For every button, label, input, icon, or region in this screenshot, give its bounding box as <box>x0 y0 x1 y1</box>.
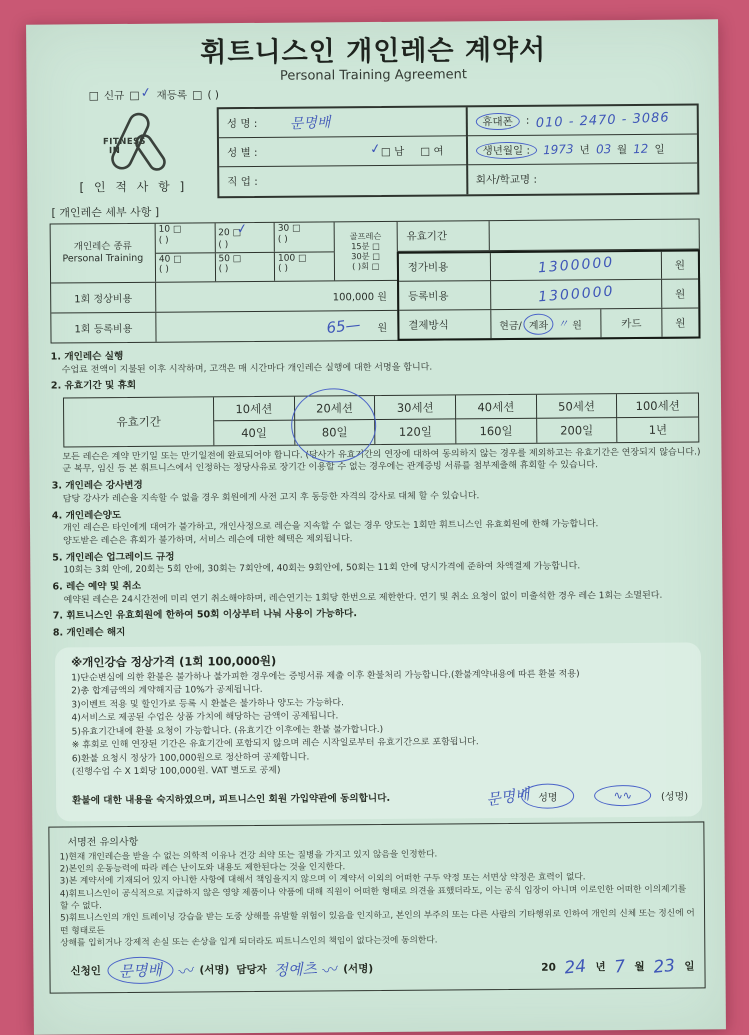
lesson-detail-table <box>50 218 701 343</box>
term-1-heading: 1. 개인레슨 실행 <box>50 351 124 363</box>
notice-item-2: 2)본인의 운동능력에 따라 레슨 난이도와 내용도 제한된다는 것을 인지한다. <box>59 862 346 875</box>
term-3-heading: 3. 개인레슨 강사변경 <box>51 480 143 492</box>
term-3-text: 담당 강사가 레슨을 지속할 수 없을 경우 회원에게 사전 고지 후 동등한 자격의 강사로 대체 할 수 있습니다. <box>62 491 480 505</box>
refund-item-4: 4)서비스로 제공된 수업은 상품 가치에 해당하는 금액이 공제됩니다. <box>71 711 339 724</box>
term-7-heading: 7. 휘트니스인 유효회원에 한하여 50회 이상부터 나눠 사용이 가능하다. <box>52 608 357 623</box>
list-price-row <box>399 251 698 282</box>
reg-fee-label: 1회 등록비용 <box>51 313 156 343</box>
refund-item-2: 2)총 합계금액의 계약해지금 10%가 공제됩니다. <box>71 685 263 697</box>
days-1year: 1년 <box>648 423 668 438</box>
days-80: 80일 <box>295 420 376 444</box>
list-price-handwriting: 1300000 <box>537 254 615 277</box>
refund-policy-box <box>55 642 702 821</box>
option-30: 30 □ ( ) <box>275 222 335 251</box>
notice-item-3: 3)본 계약서에 기재되어 있지 아니한 사항에 대해서 책임을지지 않으며 이 계약서 이외의 어떠한 구두 약정 또는 서면상 약정은 효력이 없다. <box>59 872 586 887</box>
day-suffix: 일 <box>654 143 665 156</box>
sessions-30: 30세션 <box>375 395 456 420</box>
birth-day-handwriting: 12 <box>632 141 649 157</box>
validity-period-table <box>63 392 699 447</box>
notice-item-5: 5)휘트니스인의 개인 트레이닝 강습을 받는 도중 상해를 유발할 위험이 있음을 인지하고, 본인의 부주의 또는 다른 사람의 기타행위로 인하여 개인의 신체 또는 정신에 어떤 형태로든 <box>60 908 695 937</box>
year-suffix: 년 <box>579 143 590 156</box>
company-label: 회사/학교명 : <box>475 173 538 187</box>
page-subtitle: Personal Training Agreement <box>279 67 468 84</box>
sessions-10: 10세션 <box>214 397 295 422</box>
applicant-signature-circle <box>108 957 174 985</box>
fitness-logo <box>49 107 218 199</box>
gender-male-option: ✓□ 남 <box>368 140 405 158</box>
days-160: 160일 <box>456 419 537 443</box>
birthdate-field <box>467 135 697 166</box>
option-50: 50 □ ( ) <box>215 252 275 281</box>
page-title: 휘트니스인 개인레슨 계약서 <box>200 34 547 69</box>
phone-field <box>467 106 697 137</box>
term-8-heading: 8. 개인레슨 해지 <box>52 627 126 639</box>
pricing-table <box>397 218 700 340</box>
term-4-text-2: 양도받은 레슨은 휴회가 불가하며, 서비스 레슨에 대한 혜택은 제외됩니다. <box>63 534 353 547</box>
pre-signing-notice-box <box>48 821 705 994</box>
enroll-price-handwriting: 1300000 <box>537 283 615 306</box>
refund-item-5: 5)유효기간내에 환불 요청이 가능합니다. (유효기간 이후에는 환불 불가합니다.) <box>71 724 384 738</box>
rereg-checkmark: ✓ <box>139 85 153 102</box>
days-200: 200일 <box>537 418 618 442</box>
term-2-text-2: 군 복무, 임신 등 본 휘트니스에서 인정하는 정당사유로 장기간 이용할 수 없는 경우에는 관계증빙 서류를 첨부제출해 휴회할 수 있습니다. <box>62 460 598 475</box>
payment-ditto-handwriting: 〃 <box>556 317 569 331</box>
birthdate-label: 생년월일 : <box>476 141 538 158</box>
fitness-logo-icon <box>83 112 183 177</box>
manager-sign-squiggle: 〰 <box>320 959 341 982</box>
price-box <box>397 249 701 341</box>
sessions-100: 100세션 <box>617 393 698 418</box>
term-5-heading: 5. 개인레슨 업그레이드 규정 <box>52 551 175 564</box>
option-20-checkmark: ✓ <box>235 221 249 238</box>
refund-item-note: ※ 휴회로 인해 연장된 기간은 유효기간에 포함되지 않으며 레슨 시작일로부터 유효기간으로 포함됩니다. <box>71 737 479 751</box>
date-year-prefix: 20 <box>541 961 556 974</box>
validity-table-label: 유효기간 <box>64 397 214 446</box>
gender-field <box>219 136 468 167</box>
manager-signature-handwriting: 정예츠 <box>273 960 318 981</box>
refund-title: ※개인강습 정상가격 (1회 100,000원) <box>70 653 277 670</box>
refund-name-label: 성명 <box>521 783 575 808</box>
term-4-text-1: 개인 레슨은 타인에게 대여가 불가하고, 개인사정으로 레슨을 지속할 수 없는 경우 양도는 1회만 휘트니스인 유효회원에 한해 가능합니다. <box>62 519 599 534</box>
gender-options <box>368 140 458 159</box>
days-40: 40일 <box>214 421 295 445</box>
gender-label: 성 별 : <box>227 146 258 159</box>
rereg-checkbox: □ <box>129 88 140 102</box>
validity-value <box>489 220 698 250</box>
name-handwriting: 문명배 <box>289 114 331 133</box>
notice-item-1: 1)현재 개인레슨을 받을 수 없는 의학적 이유나 건강 쇠약 또는 질병을 가지고 있지 않음을 인정한다. <box>59 849 438 863</box>
phone-label: 휴대폰 <box>475 112 520 129</box>
terms-section <box>51 345 703 640</box>
phone-handwriting: 010 - 2470 - 3086 <box>535 109 670 131</box>
lesson-type-label: 개인레슨 종류 Personal Training <box>51 224 156 283</box>
manager-sign-label: (서명) <box>343 963 374 976</box>
option-20: 20 □✓ ( ) <box>215 223 275 252</box>
personal-info-caption: [ 인 적 사 항 ] <box>79 179 188 195</box>
refund-signature2-label: (성명) <box>660 791 689 803</box>
date-year-handwriting: 24 <box>563 956 588 979</box>
list-price-label: 정가비용 <box>399 253 491 282</box>
refund-agreement-row <box>72 782 688 812</box>
reg-fee-value: 65— 원 <box>325 314 388 337</box>
term-5-text: 10회는 3회 안에, 20회는 5회 안에, 30회는 7회안에, 40회는 9회안에, 50회는 11회 안에 당시가격에 준하여 차액결제 가능합니다. <box>63 561 581 576</box>
refund-signature2-handwriting: ∿∿ <box>594 785 651 806</box>
payment-label: 결제방식 <box>399 310 491 339</box>
final-signature-row <box>70 953 694 985</box>
other-label: ( ) <box>207 88 220 101</box>
notice-item-4: 4)휘트니스인이 공식적으로 지급하지 않은 영양 제품이나 약품에 대해 직원이 어떠한 형태로 의견을 표했더라도, 이는 공식 입장이 아니며 이로인한 어떠한 이의제기를 할 수 없다. <box>59 884 687 912</box>
days-120: 120일 <box>375 420 456 444</box>
lesson-detail-title: [ 개인레슨 세부 사항 ] <box>51 205 160 220</box>
option-40: 40 □ ( ) <box>156 253 216 282</box>
month-suffix: 월 <box>616 143 628 156</box>
other-checkbox: □ <box>192 88 203 102</box>
name-field <box>219 107 468 138</box>
refund-item-1: 1)단순변심에 의한 환불은 불가하나 불가피한 경우에는 증빙서류 제출 이후 환불처리 가능합니다.(환불계약내용에 따른 환불 적용) <box>71 669 580 684</box>
reg-fee-handwriting: 65— <box>325 314 362 337</box>
option-10: 10 □ ( ) <box>156 223 216 252</box>
payment-row <box>399 309 698 339</box>
personal-info-table <box>217 103 700 198</box>
notice-heading: 서명전 유의사항 <box>67 836 139 849</box>
sessions-50: 50세션 <box>537 394 618 419</box>
job-label: 직 업 : <box>227 175 258 189</box>
sessions-40: 40세션 <box>456 395 537 420</box>
list-price-won: 원 <box>661 251 698 279</box>
date-day-suffix: 일 <box>684 960 695 974</box>
payment-method: 현금/ 계좌 〃 원 <box>491 309 600 338</box>
contract-paper <box>26 19 726 1034</box>
birth-year-handwriting: 1973 <box>542 141 574 158</box>
date-month-handwriting: 7 <box>613 956 627 978</box>
option-100: 100 □ ( ) <box>275 252 335 281</box>
term-2-text-1: 모든 레슨은 계약 만기일 또는 만기일전에 완료되어야 합니다. (당사가 유효기간의 연장에 대하여 동의하지 않는 경우를 제외하고는 유효기간은 연장되지 않습니다.) <box>62 447 701 463</box>
new-checkbox: □ <box>88 89 100 103</box>
normal-fee-label: 1회 정상비용 <box>51 283 156 313</box>
applicant-signature-handwriting: 문명배 <box>118 961 163 982</box>
lesson-type-table <box>50 221 399 344</box>
notice-item-5b: 상해를 입히거나 강제적 손실 또는 손상을 입게 되더라도 피트니스인의 책임이 없다는것에 동의한다. <box>60 935 438 949</box>
fitness-logo-text: FITNESS IN <box>102 136 147 157</box>
golf-lesson-option: 골프레슨 15분 □ 30분 □ ( )회 □ <box>349 230 382 272</box>
gender-female-option: □ 여 <box>420 145 444 158</box>
payment-card-won: 원 <box>661 309 698 337</box>
payment-account-circled: 계좌 <box>524 313 553 334</box>
enroll-price-row <box>399 280 698 311</box>
term-4-heading: 4. 개인레슨양도 <box>51 509 122 522</box>
payment-cash-label: 현금/ <box>499 320 522 332</box>
term-2-heading: 2. 유효기간 및 휴회 <box>50 380 137 392</box>
refund-item-vat: (진행수업 수 X 1회당 100,000원. VAT 별도로 공제) <box>71 765 281 778</box>
applicant-label: 신청인 <box>70 965 101 978</box>
refund-item-3: 3)이벤트 적용 및 할인가로 등록 시 환불은 불가하나 양도는 가능하다. <box>71 697 345 711</box>
date-month-suffix: 월 <box>634 961 645 974</box>
date-year-suffix: 년 <box>595 961 606 974</box>
date-day-handwriting: 23 <box>652 955 677 978</box>
refund-agreement-text: 환불에 대한 내용을 숙지하였으며, 피트니스인 회원 가입약관에 동의합니다. <box>72 793 391 807</box>
name-label: 성 명 : <box>226 117 258 130</box>
validity-row <box>397 220 698 252</box>
applicant-sign-squiggle: 〰 <box>176 960 197 983</box>
term-1-text: 수업료 전액이 지불된 이후 시작하며, 고객은 매 시간마다 개인레슨 실행에 대한 서명을 합니다. <box>61 362 433 376</box>
registration-type-row <box>89 84 699 104</box>
refund-item-6: 6)환불 요청시 정상가 100,000원으로 정산하여 공제합니다. <box>71 752 310 765</box>
validity-label: 유효기간 <box>397 221 489 250</box>
birth-month-handwriting: 03 <box>595 141 612 157</box>
enroll-price-label: 등록비용 <box>399 281 491 310</box>
company-field <box>468 164 698 195</box>
refund-signature-handwriting: 문명배 <box>484 784 531 809</box>
sessions-20: 20세션 <box>295 396 376 421</box>
term-6-heading: 6. 레슨 예약 및 취소 <box>52 580 142 593</box>
job-field <box>219 165 468 196</box>
enroll-price-won: 원 <box>661 280 698 308</box>
session-count-options <box>156 222 335 281</box>
rereg-label: 재등록 <box>156 89 188 102</box>
personal-info-section <box>49 103 700 199</box>
applicant-sign-label: (서명) <box>199 964 230 977</box>
manager-label: 담당자 <box>236 964 267 977</box>
phone-colon: : <box>525 114 530 127</box>
normal-fee-value: 100,000 원 <box>332 291 387 304</box>
new-label: 신규 <box>103 90 125 103</box>
payment-card-label: 카드 <box>600 309 661 337</box>
term-6-text: 예약된 레슨은 24시간전에 미리 연기 취소해야하며, 레슨연기는 1회당 한번으로 제한한다. 연기 및 취소 요청이 없이 미출석한 경우 레슨 1회는 소멸된다. <box>63 590 663 606</box>
